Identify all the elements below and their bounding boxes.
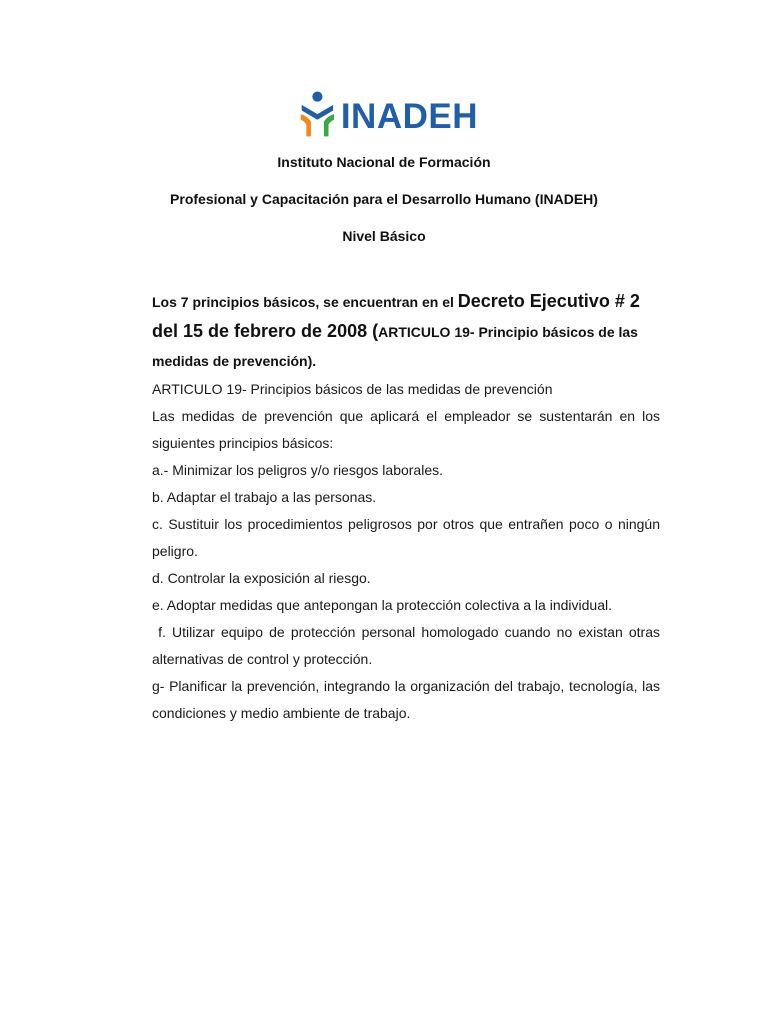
level-label: Nivel Básico	[342, 228, 426, 244]
decree-reference: Decreto Ejecutivo # 2 del 15 de febrero de 2008 (	[152, 291, 640, 341]
list-item: f. Utilizar equipo de protección personal homologado cuando no existan otras alternativas de control y protección.	[152, 624, 664, 667]
article-title: ARTICULO 19- Principios básicos de las medidas de prevención	[152, 381, 553, 397]
intro-part3: ARTICULO 19- Principio básicos de las medidas de prevención).	[152, 324, 638, 369]
lead-paragraph: Las medidas de prevención que aplicará el empleador se sustentarán en los siguientes principios básicos:	[152, 408, 660, 451]
list-item: b. Adaptar el trabajo a las personas.	[152, 489, 377, 505]
inadeh-figure-icon	[298, 88, 337, 144]
list-item: a.- Minimizar los peligros y/o riesgos laborales.	[152, 462, 443, 478]
intro-paragraph	[152, 287, 660, 376]
inadeh-logo	[298, 88, 478, 144]
document-body	[152, 287, 664, 727]
intro-part1: Los 7 principios básicos, se encuentran en el	[152, 294, 458, 310]
logo-wordmark: INADEH	[340, 96, 478, 136]
list-item: d. Controlar la exposición al riesgo.	[152, 570, 371, 586]
institute-name-line1: Instituto Nacional de Formación	[277, 154, 491, 170]
list-item: c. Sustituir los procedimientos peligrosos por otros que entrañen poco o ningún peligro.	[152, 516, 660, 559]
list-item: g- Planificar la prevención, integrando la organización del trabajo, tecnología, las condiciones y medio ambiente de trabajo.	[152, 678, 660, 721]
list-item: e. Adoptar medidas que antepongan la protección colectiva a la individual.	[152, 597, 612, 613]
institute-name-line2: Profesional y Capacitación para el Desarrollo Humano (INADEH)	[170, 191, 598, 207]
